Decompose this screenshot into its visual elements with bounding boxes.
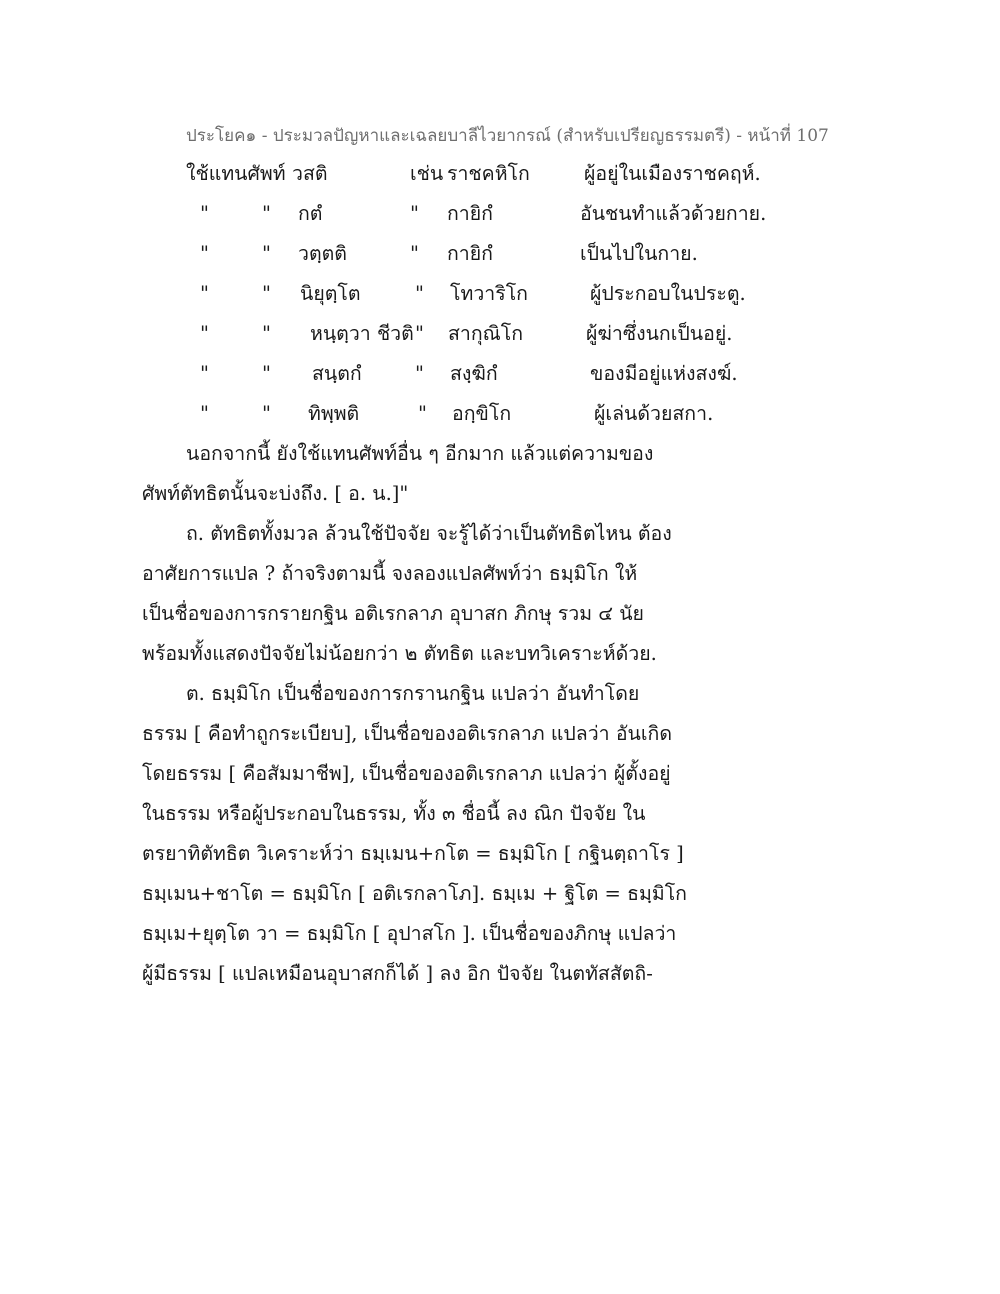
table-cell-pali: กายิกํ [447,202,493,225]
table-cell-ditto: " [200,202,209,225]
answer-line: ผู้มีธรรม [ แปลเหมือนอุบาสกก็ได้ ] ลง อิก ปัจจัย ในตทัสสัตถิ- [142,962,653,985]
table-row [0,402,1000,428]
table-cell-ditto: " [200,242,209,265]
table-cell-ditto: " [200,322,209,345]
table-cell-ditto: " [262,202,271,225]
table-cell-ditto: " [262,282,271,305]
table-cell-sep: " [415,322,424,345]
question-line: เป็นชื่อของการกรายกฐิน อติเรกลาภ อุบาสก ภิกษุ รวม ๔ นัย [142,602,644,625]
answer-line: ธมฺเมน+ชาโต = ธมฺมิโก [ อติเรกลาโภ]. ธมฺเม + ฐิโต = ธมฺมิโก [142,882,687,905]
question-line: อาศัยการแปล ? ถ้าจริงตามนี้ จงลองแปลศัพท์ว่า ธมฺมิโก ให้ [142,562,638,585]
table-cell-sep: " [418,402,427,425]
table-cell-pali: ราชคหิโก [447,162,530,185]
table-row [0,322,1000,348]
table-cell-meaning: เป็นไปในกาย. [580,242,698,265]
answer-line: ต. ธมฺมิโก เป็นชื่อของการกรานกฐิน แปลว่า อันทำโดย [186,682,640,705]
table-cell-ditto: " [262,402,271,425]
table-cell-word: นิยุตฺโต [300,282,361,305]
table-cell-word: สนฺตกํ [312,362,362,385]
table-cell-pali: โทวาริโก [450,282,528,305]
table-row [0,202,1000,228]
table-cell-sep: " [410,242,419,265]
table-cell-meaning: ผู้ประกอบในประตู. [590,282,746,305]
table-cell-pali: กายิกํ [447,242,493,265]
table-cell-word: วสติ [292,162,328,185]
table-cell-word: กตํ [298,202,323,225]
table-cell-meaning: ผู้อยู่ในเมืองราชคฤห์. [584,162,761,185]
table-cell-label: ใช้แทนศัพท์ [186,162,286,185]
answer-line: โดยธรรม [ คือสัมมาชีพ], เป็นชื่อของอติเรกลาภ แปลว่า ผู้ตั้งอยู่ [142,762,671,785]
table-cell-sep: " [410,202,419,225]
table-row [0,362,1000,388]
table-cell-pali: สากุณิโก [448,322,524,345]
answer-line: ธรรม [ คือทำถูกระเบียบ], เป็นชื่อของอติเรกลาภ แปลว่า อันเกิด [142,722,673,745]
question-line: ถ. ตัทธิตทั้งมวล ล้วนใช้ปัจจัย จะรู้ได้ว่าเป็นตัทธิตไหน ต้อง [186,522,672,545]
table-cell-ditto: " [262,322,271,345]
table-cell-sep: " [415,362,424,385]
table-cell-meaning: อันชนทำแล้วด้วยกาย. [580,202,767,225]
table-cell-meaning: ผู้เล่นด้วยสกา. [594,402,714,425]
table-cell-pali: สงฺฆิกํ [450,362,498,385]
table-cell-ditto: " [262,242,271,265]
table-cell-ditto: " [262,362,271,385]
page-header: ประโยค๑ - ประมวลปัญหาและเฉลยบาลีไวยากรณ์ (สำหรับเปรียญธรรมตรี) - หน้าที่ 107 [186,126,829,146]
table-cell-ditto: " [200,402,209,425]
table-cell-word: ทิพฺพติ [308,402,360,425]
answer-line: ตรยาทิตัทธิต วิเคราะห์ว่า ธมฺเมน+กโต = ธมฺมิโก [ กฐินตฺถาโร ] [142,842,684,865]
table-row [0,162,1000,188]
table-cell-pali: อกฺขิโก [452,402,512,425]
body-line: ศัพท์ตัทธิตนั้นจะบ่งถึง. [ อ. น.]" [142,482,409,505]
table-cell-sep: เช่น [410,162,444,185]
table-cell-sep: " [415,282,424,305]
table-cell-word: วตฺตติ [298,242,347,265]
table-row [0,242,1000,268]
question-line: พร้อมทั้งแสดงปัจจัยไม่น้อยกว่า ๒ ตัทธิต และบทวิเคราะห์ด้วย. [142,642,657,665]
table-cell-ditto: " [200,362,209,385]
table-row [0,282,1000,308]
table-cell-word: หนฺตฺวา ชีวติ [310,322,414,345]
body-line: นอกจากนี้ ยังใช้แทนศัพท์อื่น ๆ อีกมาก แล้วแต่ความของ [186,442,654,465]
answer-line: ธมฺเม+ยุตฺโต วา = ธมฺมิโก [ อุปาสโก ]. เป็นชื่อของภิกษุ แปลว่า [142,922,677,945]
table-cell-meaning: ผู้ฆ่าซึ่งนกเป็นอยู่. [586,322,733,345]
table-cell-meaning: ของมีอยู่แห่งสงฆ์. [590,362,738,385]
answer-line: ในธรรม หรือผู้ประกอบในธรรม, ทั้ง ๓ ชื่อนี้ ลง ณิก ปัจจัย ใน [142,802,646,825]
table-cell-ditto: " [200,282,209,305]
